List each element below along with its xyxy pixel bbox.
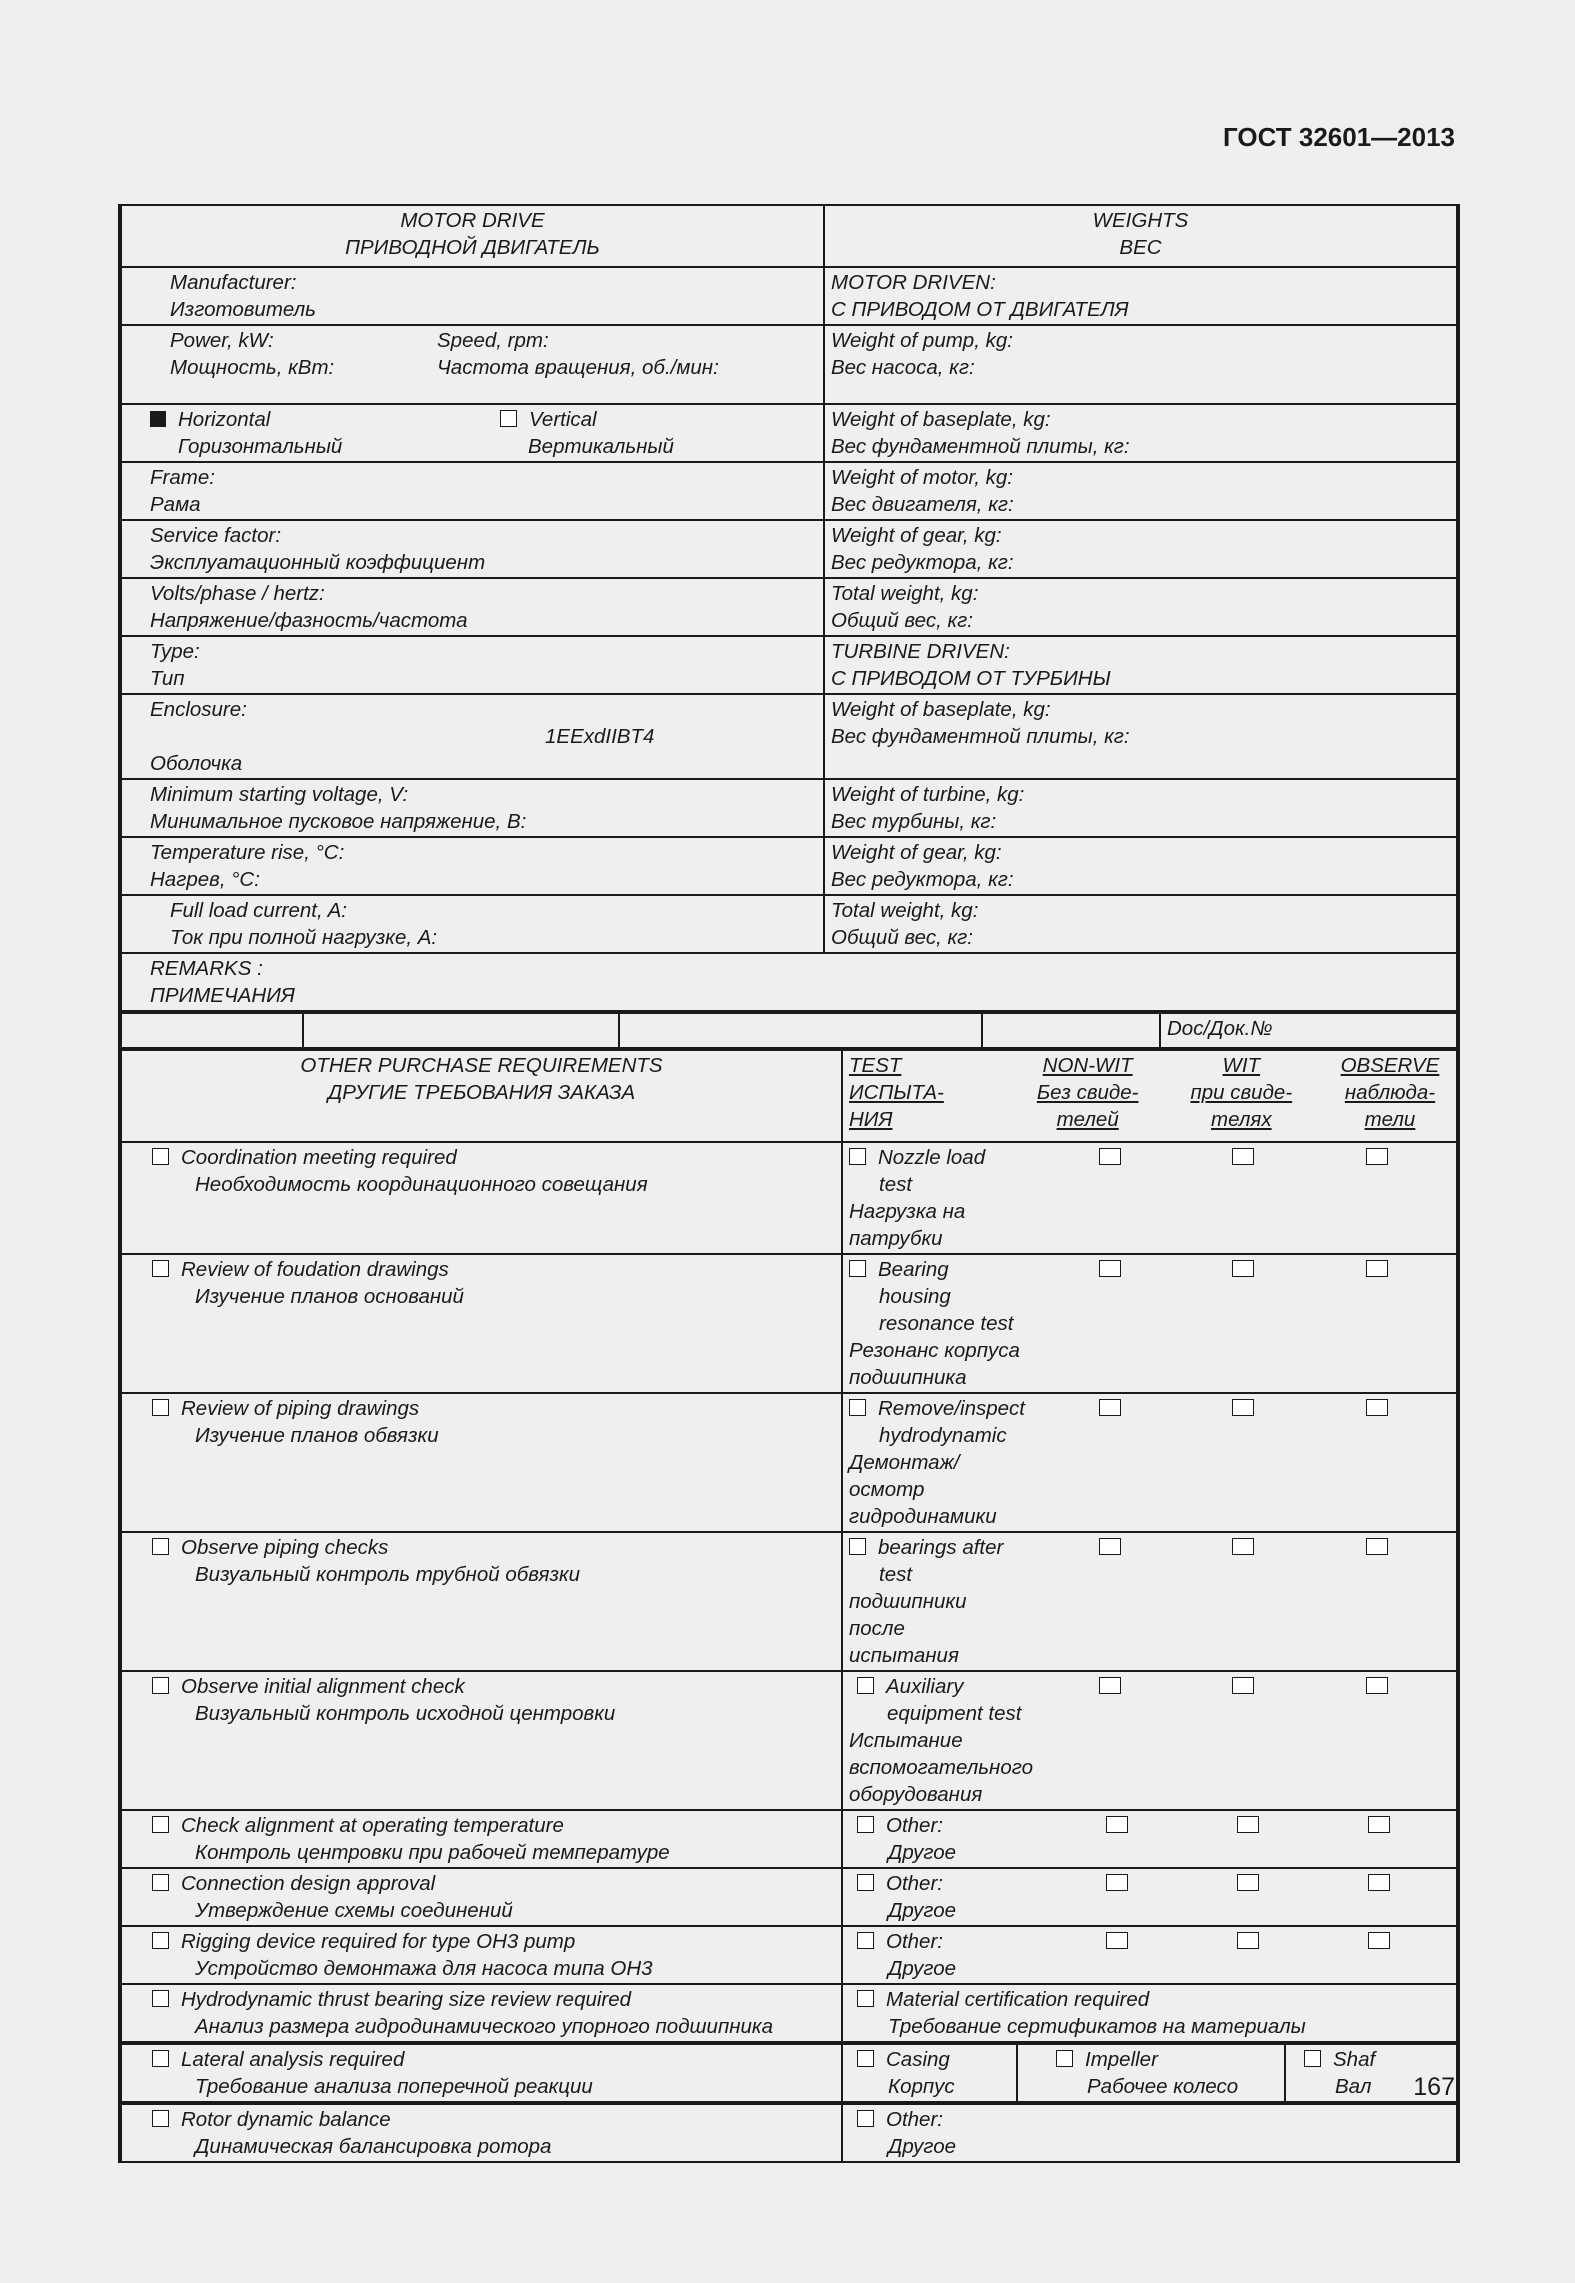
test-row: Other: Другое [842,1810,1457,1868]
witness-checkbox[interactable] [1232,1148,1254,1165]
requirement-row: Check alignment at operating temperature Контроль центровки при рабочей температуре [121,1810,842,1868]
motor-driven-section: MOTOR DRIVEN: С ПРИВОДОМ ОТ ДВИГАТЕЛЯ [824,267,1457,325]
requirement-checkbox[interactable] [152,1932,169,1949]
pump-weight-field[interactable]: Weight of pump, kg: Вес насоса, кг: [824,325,1457,404]
requirement-checkbox[interactable] [152,1874,169,1891]
requirements-header: OTHER PURCHASE REQUIREMENTS ДРУГИЕ ТРЕБОВАНИЯ ЗАКАЗА [121,1050,842,1142]
test-checkbox[interactable] [857,1874,874,1891]
requirements-table [120,1049,1458,2043]
test-row: Other: Другое [842,1926,1457,1984]
witness-checkbox[interactable] [1237,1932,1259,1949]
requirement-row: Observe piping checks Визуальный контроль трубной обвязки [121,1532,842,1671]
test-col-header: TEST ИСПЫТА- НИЯ [849,1054,944,1131]
turbine-total-weight-field[interactable]: Total weight, kg: Общий вес, кг: [824,895,1457,953]
other-option-row: Other: Другое [842,2104,1457,2161]
rotor-balance-checkbox[interactable] [152,2110,169,2127]
service-factor-field[interactable]: Service factor: Эксплуатационный коэффициент [121,520,824,578]
requirement-row: Review of foudation drawings Изучение планов оснований [121,1254,842,1393]
min-voltage-field[interactable]: Minimum starting voltage, V: Минимальное пусковое напряжение, В: [121,779,824,837]
doc-number-row [120,1012,1458,1049]
remarks-field[interactable]: REMARKS : ПРИМЕЧАНИЯ [121,953,1457,1011]
hydrodynamic-review-checkbox[interactable] [152,1990,169,2007]
volts-field[interactable]: Volts/phase / hertz: Напряжение/фазность/частота [121,578,824,636]
requirement-checkbox[interactable] [152,1399,169,1416]
witness-checkbox[interactable] [1237,1816,1259,1833]
non-witness-checkbox[interactable] [1099,1148,1121,1165]
requirement-row: Review of piping drawings Изучение планов обвязки [121,1393,842,1532]
horizontal-option[interactable]: Horizontal [150,406,500,433]
temperature-rise-field[interactable]: Temperature rise, °C: Нагрев, °С: [121,837,824,895]
observe-checkbox[interactable] [1366,1260,1388,1277]
doc-number-field[interactable]: Doc/Док.№ [1160,1013,1457,1048]
horizontal-checkbox-checked[interactable] [150,411,166,427]
non-witness-checkbox[interactable] [1099,1399,1121,1416]
lateral-analysis-table [120,2043,1458,2103]
requirement-row: Observe initial alignment check Визуальный контроль исходной центровки [121,1671,842,1810]
rotor-balance-row: Rotor dynamic balance Динамическая балансировка ротора [121,2104,842,2161]
observe-checkbox[interactable] [1366,1148,1388,1165]
manufacturer-field[interactable]: Manufacturer: Изготовитель [121,267,824,325]
power-speed-field[interactable]: Power, kW: Speed, rpm: Мощность, кВт: Частота вращения, об./мин: [121,325,824,404]
doc-cell-3[interactable] [619,1013,982,1048]
lateral-analysis-row: Lateral analysis required Требование анализа поперечной реакции [121,2044,842,2102]
requirement-checkbox[interactable] [152,1538,169,1555]
test-row: Nozzle load test Нагрузка на патрубки [842,1142,1457,1254]
page-number: 167 [1413,2073,1455,2101]
non-witness-checkbox[interactable] [1099,1260,1121,1277]
casing-option: Casing Корпус [842,2044,1017,2102]
turbine-baseplate-weight-field[interactable]: Weight of baseplate, kg: Вес фундаментной плиты, кг: [824,694,1457,779]
enclosure-field[interactable]: Enclosure: 1EExdIIBT4 Оболочка [121,694,824,779]
observe-checkbox[interactable] [1366,1677,1388,1694]
test-checkbox[interactable] [857,1816,874,1833]
requirement-checkbox[interactable] [152,1260,169,1277]
motor-weights-table [120,206,1458,1012]
witness-checkbox[interactable] [1232,1260,1254,1277]
observe-checkbox[interactable] [1366,1538,1388,1555]
requirement-checkbox[interactable] [152,1148,169,1165]
observe-checkbox[interactable] [1368,1816,1390,1833]
total-weight-field[interactable]: Total weight, kg: Общий вес, кг: [824,578,1457,636]
test-checkbox[interactable] [857,1677,874,1694]
test-row: Remove/inspect hydrodynamic Демонтаж/ осмотр гидродинамики [842,1393,1457,1532]
casing-checkbox[interactable] [857,2050,874,2067]
motor-drive-header: MOTOR DRIVE ПРИВОДНОЙ ДВИГАТЕЛЬ [121,206,824,267]
test-row: Auxiliary equipment test Испытание вспомогательного оборудования [842,1671,1457,1810]
non-witness-col-header: NON-WIT Без свиде- телей [1036,1054,1139,1131]
test-columns-header [842,1050,1457,1142]
test-row: Other: Другое [842,1868,1457,1926]
test-checkbox[interactable] [849,1399,866,1416]
non-witness-checkbox[interactable] [1099,1538,1121,1555]
baseplate-weight-field[interactable]: Weight of baseplate, kg: Вес фундаментной плиты, кг: [824,404,1457,462]
non-witness-checkbox[interactable] [1106,1816,1128,1833]
full-load-current-field[interactable]: Full load current, A: Ток при полной нагрузке, А: [121,895,824,953]
enclosure-value: 1EExdIIBT4 [545,725,655,748]
shaft-option: Shaf Вал [1285,2044,1457,2102]
observe-col-header: OBSERVE наблюда- тели [1340,1054,1440,1131]
motor-weight-field[interactable]: Weight of motor, kg: Вес двигателя, кг: [824,462,1457,520]
doc-cell-2[interactable] [303,1013,619,1048]
turbine-weight-field[interactable]: Weight of turbine, kg: Вес турбины, кг: [824,779,1457,837]
turbine-driven-section: TURBINE DRIVEN: С ПРИВОДОМ ОТ ТУРБИНЫ [824,636,1457,694]
requirement-checkbox[interactable] [152,1816,169,1833]
non-witness-checkbox[interactable] [1106,1874,1128,1891]
witness-checkbox[interactable] [1232,1399,1254,1416]
requirement-row: Coordination meeting required Необходимость координационного совещания [121,1142,842,1254]
impeller-option: Impeller Рабочее колесо [1017,2044,1285,2102]
doc-cell-1[interactable] [121,1013,303,1048]
rotor-balance-table [120,2103,1458,2161]
turbine-gear-weight-field[interactable]: Weight of gear, kg: Вес редуктора, кг: [824,837,1457,895]
other-checkbox[interactable] [857,2110,874,2127]
hydrodynamic-review-row: Hydrodynamic thrust bearing size review required Анализ размера гидродинамического упорного подшипника [121,1984,842,2042]
witness-checkbox[interactable] [1232,1677,1254,1694]
test-row: bearings after test подшипники после испытания [842,1532,1457,1671]
shaft-checkbox[interactable] [1304,2050,1321,2067]
vertical-option[interactable]: Vertical [500,406,597,433]
vertical-checkbox[interactable] [500,410,517,427]
standard-number: ГОСТ 32601—2013 [1223,122,1455,152]
non-witness-checkbox[interactable] [1106,1932,1128,1949]
motor-drive-form [118,204,1460,2163]
material-certification-checkbox[interactable] [857,1990,874,2007]
non-witness-checkbox[interactable] [1099,1677,1121,1694]
test-checkbox[interactable] [849,1260,866,1277]
orientation-selector: Horizontal Vertical Горизонтальный Вертикальный [121,404,824,462]
requirement-checkbox[interactable] [152,1677,169,1694]
impeller-checkbox[interactable] [1056,2050,1073,2067]
observe-checkbox[interactable] [1368,1874,1390,1891]
test-checkbox[interactable] [849,1538,866,1555]
observe-checkbox[interactable] [1366,1399,1388,1416]
requirement-row: Rigging device required for type OH3 pump Устройство демонтажа для насоса типа ОН3 [121,1926,842,1984]
material-certification-row: Material certification required Требование сертификатов на материалы [842,1984,1457,2042]
witness-checkbox[interactable] [1232,1538,1254,1555]
doc-cell-4[interactable] [982,1013,1160,1048]
lateral-analysis-checkbox[interactable] [152,2050,169,2067]
requirement-row: Connection design approval Утверждение схемы соединений [121,1868,842,1926]
type-field[interactable]: Type: Тип [121,636,824,694]
observe-checkbox[interactable] [1368,1932,1390,1949]
witness-checkbox[interactable] [1237,1874,1259,1891]
frame-field[interactable]: Frame: Рама [121,462,824,520]
test-checkbox[interactable] [857,1932,874,1949]
test-row: Bearing housing resonance test Резонанс корпуса подшипника [842,1254,1457,1393]
witness-col-header: WIT при свиде- телях [1190,1054,1293,1131]
weights-header: WEIGHTS ВЕС [824,206,1457,267]
test-checkbox[interactable] [849,1148,866,1165]
gear-weight-field[interactable]: Weight of gear, kg: Вес редуктора, кг: [824,520,1457,578]
